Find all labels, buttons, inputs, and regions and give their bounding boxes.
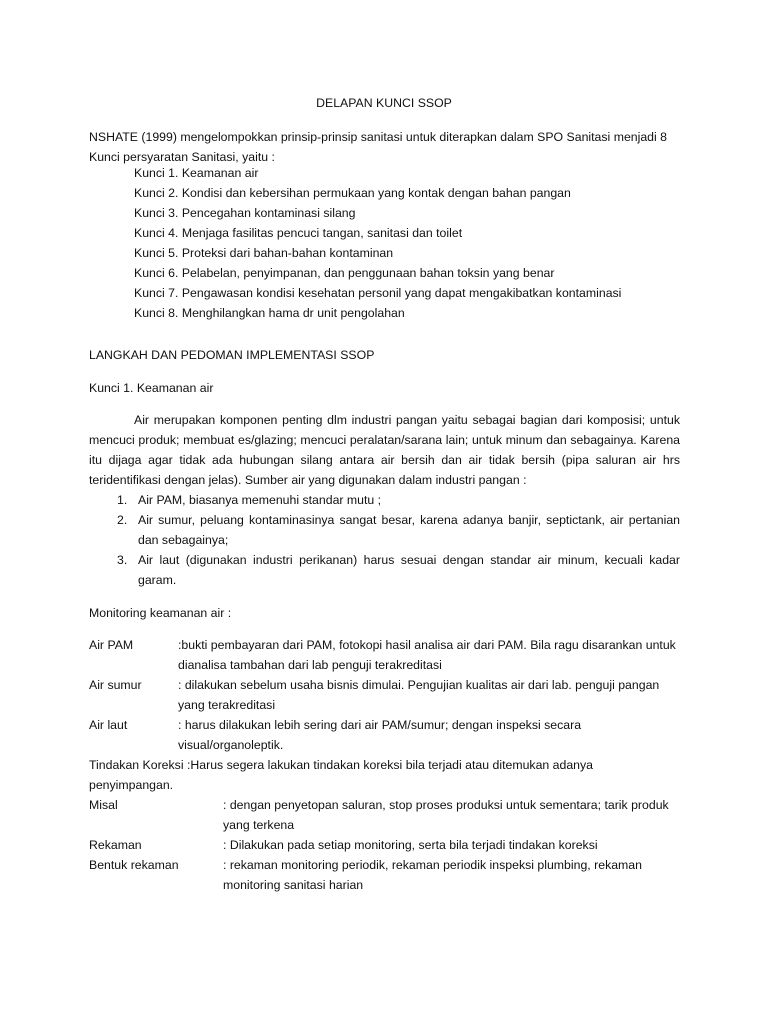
row-value: : dilakukan sebelum usaha bisnis dimulai. Pengujian kualitas air dari lab. penguji pangan yang terakreditasi [178, 678, 660, 712]
monitoring-table [89, 635, 680, 895]
list-number: 3. [117, 553, 128, 567]
row-label: Rekaman [89, 838, 142, 852]
tindakan-koreksi: Tindakan Koreksi :Harus segera lakukan tindakan koreksi bila terjadi atau ditemukan adanya penyimpangan. [89, 758, 594, 792]
list-item [89, 550, 680, 590]
row-value: : rekaman monitoring periodik, rekaman periodik inspeksi plumbing, rekaman monitoring sanitasi harian [223, 858, 642, 892]
section-heading-kunci1: Kunci 1. Keamanan air [89, 381, 214, 395]
list-item [89, 510, 680, 550]
section-heading-langkah: LANGKAH DAN PEDOMAN IMPLEMENTASI SSOP [89, 348, 375, 362]
water-paragraph-text: Air merupakan komponen penting dlm industri pangan yaitu sebagai bagian dari komposisi; untuk mencuci produk; membuat es/glazing; mencuci peralatan/sarana lain; untuk minum dan sebagainya. Karena itu dijaga agar tidak ada hubungan silang antara air bersih dan air tidak bersih (pipa saluran air hrs teridentifikasi dengan jelas). Sumber air yang digunakan dalam industri pangan : [89, 413, 680, 487]
monitoring-title: Monitoring keamanan air : [89, 606, 232, 620]
row-value: :bukti pembayaran dari PAM, fotokopi hasil analisa air dari PAM. Bila ragu disarankan untuk dianalisa tambahan dari lab penguji terakreditasi [178, 638, 676, 672]
list-item [89, 490, 680, 510]
row-label: Air sumur [89, 678, 142, 692]
row-value: : dengan penyetopan saluran, stop proses produksi untuk sementara; tarik produk yang terkena [223, 798, 669, 832]
kunci-item: Kunci 2. Kondisi dan kebersihan permukaan yang kontak dengan bahan pangan [134, 186, 571, 200]
detail-row [89, 835, 680, 855]
row-value: : harus dilakukan lebih sering dari air PAM/sumur; dengan inspeksi secara visual/organoleptik. [178, 718, 582, 752]
monitoring-row [89, 635, 680, 675]
kunci-item: Kunci 5. Proteksi dari bahan-bahan kontaminan [134, 246, 394, 260]
kunci-item: Kunci 4. Menjaga fasilitas pencuci tangan, sanitasi dan toilet [134, 226, 463, 240]
kunci-item: Kunci 7. Pengawasan kondisi kesehatan personil yang dapat mengakibatkan kontaminasi [134, 286, 622, 300]
kunci-item: Kunci 1. Keamanan air [134, 166, 259, 180]
list-number: 2. [117, 513, 128, 527]
row-label: Misal [89, 798, 118, 812]
list-text: Air sumur, peluang kontaminasinya sangat besar, karena adanya banjir, septictank, air pertanian dan sebagainya; [138, 513, 680, 547]
row-label: Air laut [89, 718, 128, 732]
water-source-list [89, 490, 680, 590]
list-text: Air laut (digunakan industri perikanan) harus sesuai dengan standar air minum, kecuali kadar garam. [138, 553, 680, 587]
document-title: DELAPAN KUNCI SSOP [316, 96, 452, 110]
monitoring-row [89, 675, 680, 715]
row-value: : Dilakukan pada setiap monitoring, serta bila terjadi tindakan koreksi [223, 838, 598, 852]
detail-row [89, 855, 680, 895]
list-text: Air PAM, biasanya memenuhi standar mutu ; [138, 493, 382, 507]
kunci-list [134, 163, 680, 323]
monitoring-row [89, 715, 680, 755]
intro-paragraph: NSHATE (1999) mengelompokkan prinsip-prinsip sanitasi untuk diterapkan dalam SPO Sanitasi menjadi 8 Kunci persyaratan Sanitasi, yaitu : [89, 130, 668, 164]
list-number: 1. [117, 493, 128, 507]
kunci-item: Kunci 8. Menghilangkan hama dr unit pengolahan [134, 306, 405, 320]
kunci-item: Kunci 6. Pelabelan, penyimpanan, dan penggunaan bahan toksin yang benar [134, 266, 555, 280]
row-label: Air PAM [89, 638, 134, 652]
kunci-item: Kunci 3. Pencegahan kontaminasi silang [134, 206, 356, 220]
water-paragraph [89, 410, 680, 490]
row-label: Bentuk rekaman [89, 858, 179, 872]
detail-row [89, 795, 680, 835]
